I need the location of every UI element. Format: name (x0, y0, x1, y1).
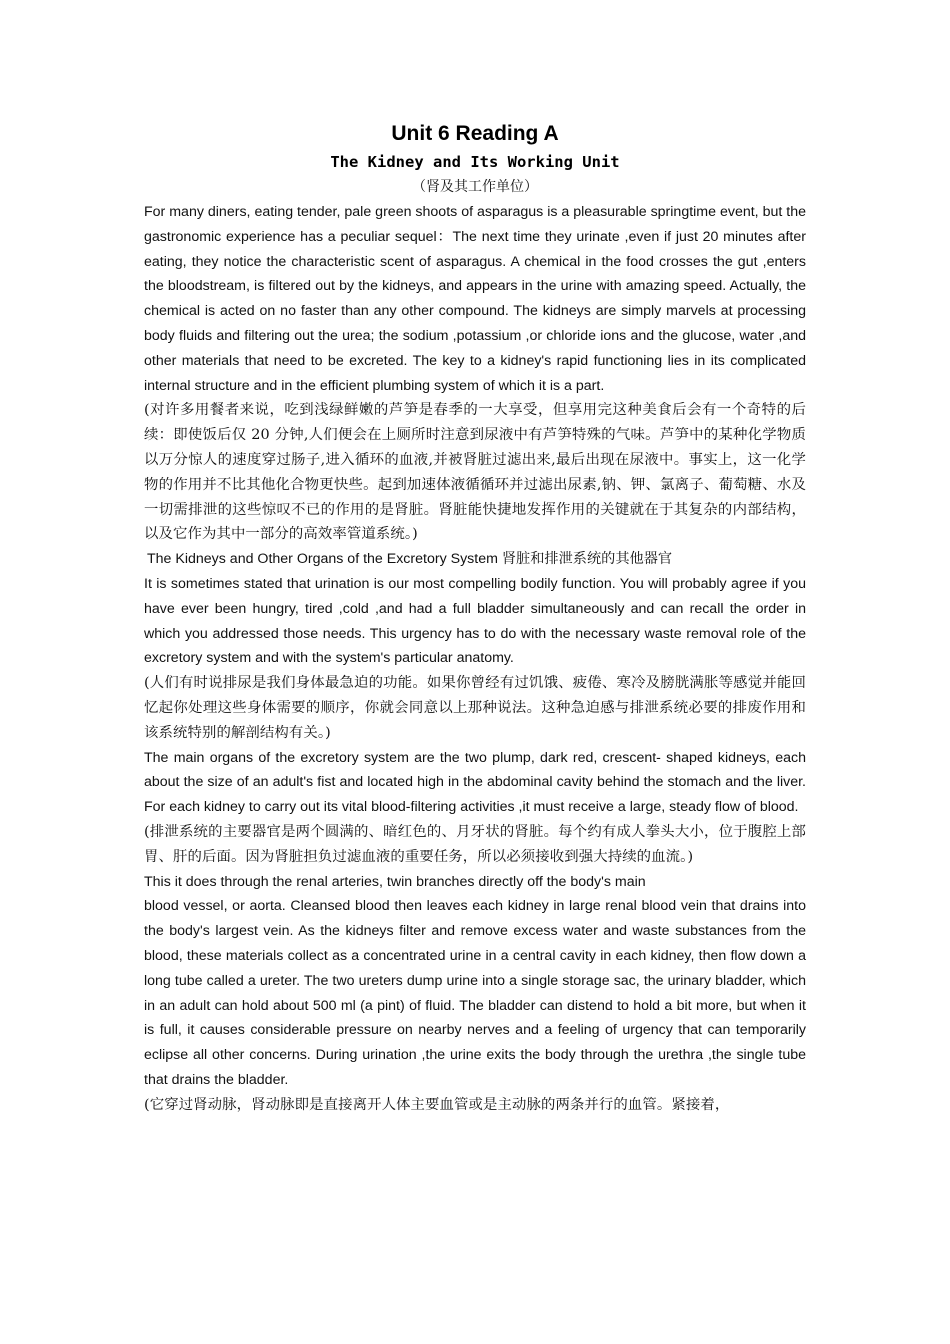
paragraph-4-english: blood vessel, or aorta. Cleansed blood then leaves each kidney in large renal blood vein that drains into the body's largest vein. As the kidneys filter and remove excess water and waste substances from the blood, these materials collect as a concentrated urine in a central cavity in each kidney, then flow down a long tube called a ureter. The two ureters dump urine into a single storage sac, the urinary bladder, which in an adult can hold about 500 ml (a pint) of fluid. The bladder can distend to hold a bit more, but when it is full, it causes considerable pressure on nearby nerves and a feeling of urgency that can temporarily eclipse all other concerns. During urination ,the urine exits the body through the urethra ,the single tube that drains the bladder. (144, 898, 806, 1088)
document-subtitle-chinese: （肾及其工作单位） (412, 179, 538, 195)
section-heading-english: The Kidneys and Other Organs of the Excretory System (147, 551, 498, 568)
document-title: Unit 6 Reading A (391, 122, 559, 145)
paragraph-2-chinese: (人们有时说排尿是我们身体最急迫的功能。如果你曾经有过饥饿、疲倦、寒冷及膀胱满胀等感觉并能回忆起你处理这些身体需要的顺序，你就会同意以上那种说法。这种急迫感与排泄系统必要的排废作用和该系统特别的解剖结构有关。) (144, 675, 806, 741)
document-subtitle: The Kidney and Its Working Unit (330, 153, 620, 171)
paragraph-1-english: For many diners, eating tender, pale green shoots of asparagus is a pleasurable springtime event, but the gastronomic experience has a peculiar sequel：The next time they urinate ,even if just 20 minutes after eating, they notice the characteristic scent of asparagus. A chemical in the food crosses the gut ,enters the bloodstream, is filtered out by the kidneys, and appears in the urine with amazing speed. Actually, the chemical is acted on no faster than any other compound. The kidneys are simply marvels at processing body fluids and filtering out the urea; the sodium ,potassium ,or chloride ions and the glucose, water ,and other materials that need to be excreted. The key to a kidney's rapid functioning lies in its complicated internal structure and in the efficient plumbing system of which it is a part. (144, 204, 806, 394)
section-heading (144, 547, 806, 572)
paragraph-3-chinese: (排泄系统的主要器官是两个圆满的、暗红色的、月牙状的肾脏。每个约有成人拳头大小，位于腹腔上部胃、肝的后面。因为肾脏担负过滤血液的重要任务，所以必须接收到强大持续的血流。) (144, 823, 806, 865)
paragraph-4-first-line: This it does through the renal arteries, twin branches directly off the body's main (144, 873, 646, 890)
section-heading-chinese: 肾脏和排泄系统的其他器官 (501, 551, 673, 568)
paragraph-4-chinese: (它穿过肾动脉，肾动脉即是直接离开人体主要血管或是主动脉的两条并行的血管。紧接着， (144, 1096, 730, 1113)
paragraph-2-english: It is sometimes stated that urination is our most compelling bodily function. You will probably agree if you have ever been hungry, tired ,cold ,and had a full bladder simultaneously and can recall the order in which you addressed those needs. This urgency has to do with the necessary waste removal role of the excretory system and with the system's particular anatomy. (144, 575, 806, 667)
document-page (144, 118, 806, 1117)
paragraph-1-chinese: (对许多用餐者来说，吃到浅绿鲜嫩的芦笋是春季的一大享受，但享用完这种美食后会有一个奇特的后续：即使饭后仅 20 分钟,人们便会在上厕所时注意到尿液中有芦笋特殊的气味。芦笋中的某种化学物质以万分惊人的速度穿过肠子,进入循环的血液,并被肾脏过滤出来,最后出现在尿液中。事实上，这一化学物的作用并不比其他化合物更快些。起到加速体液循循环并过滤出尿素,钠、钾、氯离子、葡萄糖、水及一切需排泄的这些惊叹不已的作用的是肾脏。肾脏能快捷地发挥作用的关键就在于其复杂的内部结构，以及它作为其中一部分的高效率管道系统。) (144, 402, 806, 543)
paragraph-3-english: The main organs of the excretory system are the two plump, dark red, crescent- shaped kidneys, each about the size of an adult's fist and located high in the abdominal cavity behind the stomach and the liver. For each kidney to carry out its vital blood-filtering activities ,it must receive a large, steady flow of blood. (144, 749, 806, 816)
